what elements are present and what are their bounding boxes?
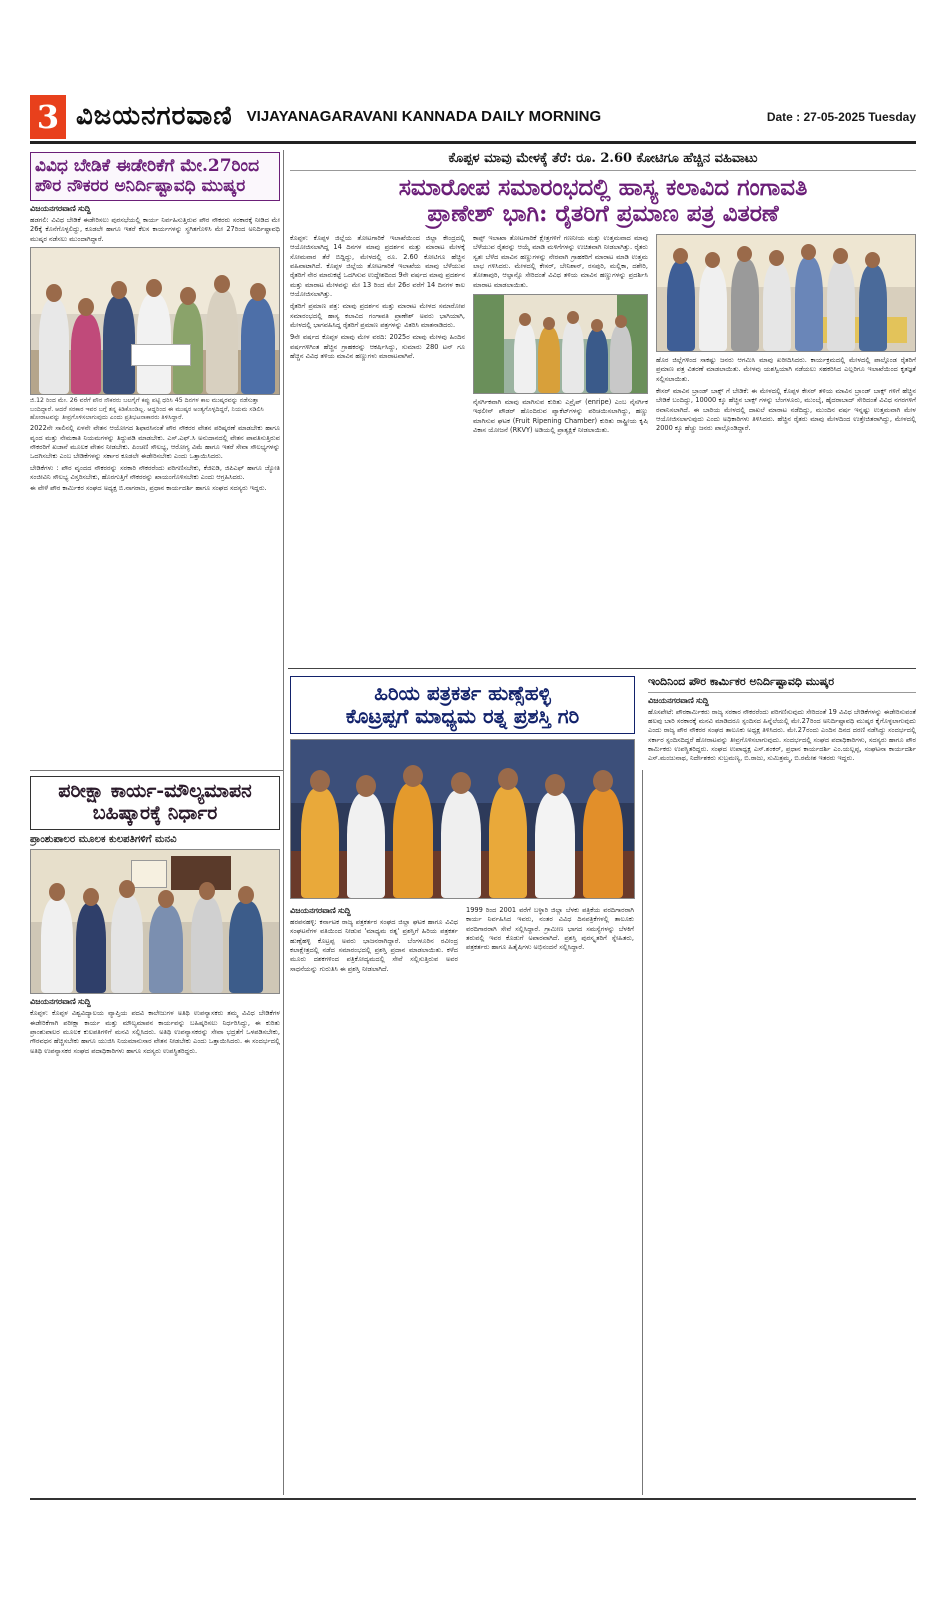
left-story-footer: ಈ ವೇಳೆ ಪೌರ ಕಾರ್ಮಿಕರ ಸಂಘದ ಅಧ್ಯಕ್ಷ ಬಿ.ನಾಗರಾಜ, ಪ್ರಧಾನ ಕಾರ್ಯದರ್ಶಿ ಹಾಗೂ ಸಂಘದ ಸದಸ್ಯರು ಇದ್ದರು. — [30, 484, 267, 493]
protest-photo-caption: ಜಿ.12 ರಿಂದ ಮೇ. 26 ವರೆಗೆ ಪೌರ ನೌಕರರು ಬಲಗೈಗೆ ಕಪ್ಪು ಪಟ್ಟಿ ಧರಿಸಿ 45 ದಿನಗಳ ಕಾಲ ಮುಷ್ಕರವನ್ನು ನಡೆಸುತ್ತಾ ಬಂದಿದ್ದಾರೆ. ಆದರೆ ಸರಕಾರ ಇವರ ಬಗ್ಗೆ ತನ್ನ ಕಿಡಿಕೊಂಡಿಲ್ಲ. ಆದ್ದರಿಂದ ಈ ಮುಷ್ಕರ ಅಂತ್ಯಗೊಳ್ಳದಿದ್ದರೆ, ನಿಯಮ ಸಡಿಲಿಸಿ ಹೋರಾಟವನ್ನು ತೀವ್ರಗೊಳಿಸಲಾಗುವುದು ಎಂದು ಪ್ರತಿಭಟನಾಕಾರರು ತಿಳಿಸಿದ್ದಾರೆ. — [30, 397, 264, 421]
right-story-byline: ವಿಜಯನಗರವಾಣಿ ಸುದ್ದಿ — [648, 695, 709, 705]
main-col-1 — [290, 234, 465, 436]
exam-headline-box — [30, 776, 280, 830]
exam-headline-line1: ಪರೀಕ್ಷಾ ಕಾರ್ಯ-ಮೌಲ್ಯಮಾಪನ — [58, 780, 252, 802]
exam-body: ಕೊಪ್ಪಳ: ಕೊಪ್ಪಳ ವಿಶ್ವವಿದ್ಯಾಲಯ ವ್ಯಾಪ್ತಿಯ ಪದವಿ ಕಾಲೇಜುಗಳ ಅತಿಥಿ ಉಪನ್ಯಾಸಕರು ತಮ್ಮ ವಿವಿಧ ಬೇಡಿಕೆಗಳ ಈಡೇರಿಕೆಗಾಗಿ ಪರೀಕ್ಷಾ ಕಾರ್ಯ ಮತ್ತು ಮೌಲ್ಯಮಾಪನ ಕಾರ್ಯವನ್ನು ಬಹಿಷ್ಕರಿಸಲು ನಿರ್ಧರಿಸಿದ್ದು, ಈ ಕುರಿತು ಪ್ರಾಂಶುಪಾಲರ ಮೂಲಕ ಕುಲಪತಿಗಳಿಗೆ ಮನವಿ ಸಲ್ಲಿಸಿದರು. ಅತಿಥಿ ಉಪನ್ಯಾಸಕರನ್ನು ಸೇವಾ ಭದ್ರತೆಗೆ ಒಳಪಡಿಸಬೇಕು, ಗೌರವಧನ ಹೆಚ್ಚಿಸಬೇಕು ಹಾಗೂ ಯುಜಿಸಿ ನಿಯಮಾನುಸಾರ ವೇತನ ನೀಡಬೇಕು ಎಂದು ಒತ್ತಾಯಿಸಿದರು. ಈ ಸಂದರ್ಭದಲ್ಲಿ ಅತಿಥಿ ಉಪನ್ಯಾಸಕರ ಸಂಘದ ಪದಾಧಿಕಾರಿಗಳು ಹಾಗೂ ಸದಸ್ಯರು ಉಪಸ್ಥಿತರಿದ್ದರು. — [30, 1009, 280, 1055]
award-col-1 — [290, 903, 458, 974]
award-ceremony-photo — [290, 739, 635, 899]
main-col2-text: ಕಾಪ್ಪ್ ಇಲಾಖಾ ತೋಟಗಾರಿಕೆ ಕ್ಷೇತ್ರಗಳಿಗೆ ಗಣನೀಯ ಮತ್ತು ಉತ್ತಮವಾದ ಮಾವು ಬೆಳೆಯುವ ರೈತರನ್ನು ಆಯ್ಕೆ ಮಾಡಿ ಮಳಿಗೆಗಳನ್ನು ಉಚಿತವಾಗಿ ನೀಡಲಾಗಿತ್ತು. ರೈತರು ಸ್ವತಃ ಬೆಳೆದ ಮಾವಿನ ಹಣ್ಣುಗಳನ್ನು ನೇರವಾಗಿ ಗ್ರಾಹಕರಿಗೆ ಮಾರಾಟ ಮಾಡಿ ಉತ್ತಮ ಲಾಭ ಗಳಿಸಿದರು. ಮೇಳದಲ್ಲಿ ಕೇಸರ್, ಬೇನಿಶಾನ್, ರಸಪುರಿ, ಮಲ್ಲಿಕಾ, ದಶೇರಿ, ತೋತಾಪುರಿ, ಆಲ್ಫಾನ್ಸೊ ಸೇರಿದಂತೆ ವಿವಿಧ ತಳಿಯ ಮಾವಿನ ಹಣ್ಣುಗಳನ್ನು ಪ್ರದರ್ಶಿಸಿ ಮಾರಾಟ ಮಾಡಲಾಯಿತು. — [473, 233, 648, 289]
bottom-rule — [30, 1498, 916, 1500]
main-col3-text: ಹೊರ ಜಿಲ್ಲೆಗಳಿಂದ ಸಾಕಷ್ಟು ಜನರು ಆಗಮಿಸಿ ಮಾವು ಖರೀದಿಸಿದರು. ಕಾರ್ಯಕ್ರಮದಲ್ಲಿ ಮೇಳದಲ್ಲಿ ಪಾಲ್ಗೊಂಡ ರೈತರಿಗೆ ಪ್ರಮಾಣ ಪತ್ರ ವಿತರಣೆ ಮಾಡಲಾಯಿತು. ಮೇಳವು ಯಶಸ್ವಿಯಾಗಿ ನಡೆಯಲು ಸಹಕರಿಸಿದ ಎಲ್ಲರಿಗೂ ಇಲಾಖೆಯಿಂದ ಕೃತಜ್ಞತೆ ಸಲ್ಲಿಸಲಾಯಿತು. — [656, 355, 916, 383]
mango-stage-photo — [473, 294, 648, 394]
left-story-headline: ವಿವಿಧ ಬೇಡಿಕೆ ಈಡೇರಿಕೆಗೆ ಮೇ.27ರಿಂದ ಪೌರ ನೌಕರರ ಅನಿರ್ದಿಷ್ಟಾವಧಿ ಮುಷ್ಕರ — [30, 152, 280, 201]
main-col-2 — [473, 234, 648, 436]
exam-byline: ವಿಜಯನಗರವಾಣಿ ಸುದ್ದಿ — [30, 997, 91, 1007]
left-story-body-para: 2022ನೇ ಸಾಲಿನಲ್ಲಿ ಏಳನೇ ವೇತನ ಆಯೋಗದ ಶಿಫಾರಸಿನಂತೆ ಪೌರ ನೌಕರರ ವೇತನ ಪರಿಷ್ಕರಣೆ ಮಾಡಬೇಕು ಹಾಗೂ ವೃಂದ ಮತ್ತು ನೇಮಕಾತಿ ನಿಯಮಗಳನ್ನು ತಿದ್ದುಪಡಿ ಮಾಡಬೇಕು. ಎಸ್.ಎಫ್.ಸಿ ಅನುದಾನದಲ್ಲಿ ವೇತನ ಪಾವತಿಸುತ್ತಿರುವ ನೌಕರರಿಗೆ ಖಜಾನೆ ಮೂಲಕ ವೇತನ ನೀಡಬೇಕು. ಪಿಂಚಣಿ ಸೌಲಭ್ಯ, ಆರೋಗ್ಯ ವಿಮೆ ಹಾಗೂ ಇತರೆ ಸೇವಾ ಸೌಲಭ್ಯಗಳನ್ನು ಒದಗಿಸಬೇಕು ಎಂಬ ಬೇಡಿಕೆಗಳನ್ನು ಸರ್ಕಾರ ಕೂಡಲೇ ಈಡೇರಿಸಬೇಕು ಎಂದು ಒತ್ತಾಯಿಸಿದರು. — [30, 424, 280, 461]
main-col1-text: ಕೊಪ್ಪಳ: ಕೊಪ್ಪಳ ಜಿಲ್ಲೆಯ ತೋಟಗಾರಿಕೆ ಇಲಾಖೆಯಿಂದ ಜಿಲ್ಲಾ ಕೇಂದ್ರದಲ್ಲಿ ಆಯೋಜಿಸಲಾಗಿದ್ದ 14 ದಿನಗಳ ಮಾವು ಪ್ರದರ್ಶನ ಮತ್ತು ಮಾರಾಟ ಮೇಳಕ್ಕೆ ಸೋಮವಾರ ತೆರೆ ಬಿದ್ದಿದ್ದು, ಮೇಳದಲ್ಲಿ ರೂ. 2.60 ಕೋಟಿಗೂ ಹೆಚ್ಚಿನ ವಹಿವಾಟಾಗಿದೆ. ಕೊಪ್ಪಳ ಜಿಲ್ಲೆಯ ತೋಟಗಾರಿಕೆ ಇಲಾಖೆಯ ಮಾವು ಬೆಳೆಯುವ ರೈತರಿಗೆ ನೇರ ಮಾರುಕಟ್ಟೆ ಒದಗಿಸುವ ಉದ್ದೇಶದಿಂದ 9ನೇ ವರ್ಷದ ಮಾವು ಪ್ರದರ್ಶನ ಮತ್ತು ಮಾರಾಟ ಮೇಳವನ್ನು ಮೇ 13 ರಿಂದ ಮೇ 26ರ ವರೆಗೆ 14 ದಿನಗಳ ಕಾಲ ಆಯೋಜಿಸಲಾಗಿತ್ತು. — [290, 233, 465, 298]
award-col2-text: 1999 ರಿಂದ 2001 ವರೆಗೆ ಬಳ್ಳಾರಿ ಜಿಲ್ಲಾ ಬೆಳಕು ಪತ್ರಿಕೆಯ ವರದಿಗಾರರಾಗಿ ಕಾರ್ಯ ನಿರ್ವಹಿಸಿದ ಇವರು, ನಂತರ ವಿವಿಧ ದಿನಪತ್ರಿಕೆಗಳಲ್ಲಿ ತಾಲೂಕು ವರದಿಗಾರರಾಗಿ ಸೇವೆ ಸಲ್ಲಿಸಿದ್ದಾರೆ. ಗ್ರಾಮೀಣ ಭಾಗದ ಸಮಸ್ಯೆಗಳನ್ನು ಬೆಳಕಿಗೆ ತರುವಲ್ಲಿ ಇವರ ಕೊಡುಗೆ ಅಪಾರವಾಗಿದೆ. ಪ್ರಶಸ್ತಿ ಪುರಸ್ಕೃತರಿಗೆ ಸ್ನೇಹಿತರು, ಪತ್ರಕರ್ತರು ಹಾಗೂ ಹಿತೈಷಿಗಳು ಅಭಿನಂದನೆ ಸಲ್ಲಿಸಿದ್ದಾರೆ. — [466, 906, 634, 952]
main-story-divider — [288, 668, 916, 669]
left-story-demands: ಬೇಡಿಕೆಗಳು : ಪೌರ ವೃಂದದ ನೌಕರರನ್ನು ಸರಕಾರಿ ನೌಕರರೆಂದು ಪರಿಗಣಿಸಬೇಕು, ಕೆಜಿಐಡಿ, ಜಿಪಿಎಫ್ ಹಾಗೂ ಜ್ಯೋತಿ ಸಂಜೀವಿನಿ ಸೌಲಭ್ಯ ವಿಸ್ತರಿಸಬೇಕು, ಹೊರಗುತ್ತಿಗೆ ನೌಕರರನ್ನು ಖಾಯಂಗೊಳಿಸಬೇಕು ಎಂದು ಆಗ್ರಹಿಸಿದರು. — [30, 463, 280, 482]
main-col1-sub2: 9ನೇ ವರ್ಷದ ಕೊಪ್ಪಳ ಮಾವು ಮೇಳ ವರದಿ: 2025ರ ಮಾವು ಮೇಳವು ಹಿಂದಿನ ವರ್ಷಗಳಿಗಿಂತ ಹೆಚ್ಚಿನ ಗ್ರಾಹಕರನ್ನು ಆಕರ್ಷಿಸಿದ್ದು, ಸುಮಾರು 280 ಟನ್ ಗೂ ಹೆಚ್ಚಿನ ವಿವಿಧ ತಳಿಯ ಮಾವಿನ ಹಣ್ಣುಗಳು ಮಾರಾಟವಾಗಿವೆ. — [290, 333, 465, 361]
protest-photo — [30, 247, 280, 395]
right-story-strike — [648, 676, 916, 1492]
main-col3-sub: ಕೇಸರ್ ಮಾವಿನ ಬ್ರಾಂಡ್ ಬಾಕ್ಸ್ ಗೆ ಬೇಡಿಕೆ: ಈ ಮೇಳದಲ್ಲಿ ಕೊಪ್ಪಳ ಕೇಸರ್ ತಳಿಯ ಮಾವಿನ ಬ್ರಾಂಡ್ ಬಾಕ್ಸ್ ಗಳಿಗೆ ಹೆಚ್ಚಿನ ಬೇಡಿಕೆ ಬಂದಿದ್ದು, 10000 ಕ್ಕೂ ಹೆಚ್ಚಿನ ಬಾಕ್ಸ್ ಗಳನ್ನು ಬೆಂಗಳೂರು, ಮುಂಬೈ, ಹೈದರಾಬಾದ್ ಸೇರಿದಂತೆ ವಿವಿಧ ನಗರಗಳಿಗೆ ರವಾನಿಸಲಾಗಿದೆ. ಈ ಬಾರಿಯ ಮೇಳದಲ್ಲಿ ದಾಖಲೆ ಮಾರಾಟ ನಡೆದಿದ್ದು, ಮುಂದಿನ ವರ್ಷ ಇನ್ನಷ್ಟು ಉತ್ತಮವಾಗಿ ಮೇಳ ಆಯೋಜಿಸಲಾಗುವುದು ಎಂದು ಅಧಿಕಾರಿಗಳು ತಿಳಿಸಿದರು. ಹೆಚ್ಚಿನ ರೈತರು ಮಾವು ಮೇಳದಿಂದ ಉತ್ತೇಜಿತರಾಗಿದ್ದು, ಮೇಳದಲ್ಲಿ 2000 ಕ್ಕೂ ಹೆಚ್ಚು ಜನರು ಪಾಲ್ಗೊಂಡಿದ್ದಾರೆ. — [656, 386, 916, 433]
main-col2-text-b: ನೈಸರ್ಗಿಕವಾಗಿ ಮಾವು ಮಾಗಿಸುವ ಕುರಿತು ಎನ್ರೈಪ್ (enripe) ಎಂಬ ನೈಸರ್ಗಿಕ ಇಥಲೀನ್ ಪೌಡರ್ ಹೊಂದಿರುವ ಪ್ಯಾಕೆಟ್‌ಗಳನ್ನು ಪರಿಚಯಿಸಲಾಗಿದ್ದು, ಹಣ್ಣು ಮಾಗಿಸುವ ಘಟಕ (Fruit Ripening Chamber) ಕುರಿತು ರಾಷ್ಟ್ರೀಯ ಕೃಷಿ ವಿಕಾಸ ಯೋಜನೆ (RKVY) ಅಡಿಯಲ್ಲಿ ಪ್ರಾತ್ಯಕ್ಷಿಕೆ ನೀಡಲಾಯಿತು. — [473, 397, 648, 435]
award-headline-box — [290, 676, 635, 734]
award-columns — [290, 903, 635, 974]
award-headline-line2: ಕೊಟ್ರಪ್ಪಗೆ ಮಾಧ್ಯಮ ರತ್ನ ಪ್ರಶಸ್ತಿ ಗರಿ — [345, 704, 580, 728]
certificate-photo — [656, 234, 916, 352]
main-col-3 — [656, 234, 916, 436]
page-number: 3 — [30, 95, 66, 139]
right-story-headline: ಇಂದಿನಿಂದ ಪೌರ ಕಾರ್ಮಿಕರ ಅನಿರ್ದಿಷ್ಟಾವಧಿ ಮುಷ್ಕರ — [648, 676, 916, 693]
award-story — [290, 676, 635, 1492]
left-story-exam — [30, 776, 280, 1492]
award-col1-text: ಹರಪನಹಳ್ಳಿ: ಕರ್ನಾಟಕ ರಾಜ್ಯ ಪತ್ರಕರ್ತರ ಸಂಘದ ಜಿಲ್ಲಾ ಘಟಕ ಹಾಗೂ ವಿವಿಧ ಸಂಘಟನೆಗಳ ವತಿಯಿಂದ ನೀಡುವ 'ಮಾಧ್ಯಮ ರತ್ನ' ಪ್ರಶಸ್ತಿಗೆ ಹಿರಿಯ ಪತ್ರಕರ್ತ ಹುಣ್ಸೆಹಳ್ಳಿ ಕೊಟ್ರಪ್ಪ ಅವರು ಭಾಜನರಾಗಿದ್ದಾರೆ. ಬೆಂಗಳೂರಿನ ರವೀಂದ್ರ ಕಲಾಕ್ಷೇತ್ರದಲ್ಲಿ ನಡೆದ ಸಮಾರಂಭದಲ್ಲಿ ಪ್ರಶಸ್ತಿ ಪ್ರದಾನ ಮಾಡಲಾಯಿತು. ಕಳೆದ ಮೂರು ದಶಕಗಳಿಂದ ಪತ್ರಿಕೋದ್ಯಮದಲ್ಲಿ ಸೇವೆ ಸಲ್ಲಿಸುತ್ತಿರುವ ಅವರ ಸಾಧನೆಯನ್ನು ಗುರುತಿಸಿ ಈ ಪ್ರಶಸ್ತಿ ನೀಡಲಾಗಿದೆ. — [290, 918, 458, 973]
main-col1-sub: ರೈತರಿಗೆ ಪ್ರಮಾಣ ಪತ್ರ: ಮಾವು ಪ್ರದರ್ಶನ ಮತ್ತು ಮಾರಾಟ ಮೇಳದ ಸಮಾರೋಪ ಸಮಾರಂಭದಲ್ಲಿ ಹಾಸ್ಯ ಕಲಾವಿದ ಗಂಗಾವತಿ ಪ್ರಾಣೇಶ್ ಅವರು ಭಾಗಿಯಾಗಿ, ಮೇಳದಲ್ಲಿ ಭಾಗವಹಿಸಿದ್ದ ರೈತರಿಗೆ ಪ್ರಮಾಣ ಪತ್ರಗಳನ್ನು ವಿತರಿಸಿ ಮಾತನಾಡಿದರು. — [290, 302, 465, 330]
left-story-lead: ಹಡಗಲಿ: ವಿವಿಧ ಬೇಡಿಕೆ ಈಡೇರಿಸಲು ಪುರಸಭೆಯಲ್ಲಿ ಕಾರ್ಯ ನಿರ್ವಹಿಸುತ್ತಿರುವ ಪೌರ ನೌಕರರು ಸರಕಾರಕ್ಕೆ ನೀಡಿದ ಮೇ 26ಕ್ಕೆ ಕೊನೆಗೊಳ್ಳಲಿದ್ದು, ಕೂಡಲೇ ಹಾಗೂ ಇತರೆ ಕೆಲಸ ಕಾರ್ಯಗಳನ್ನು ಸ್ಥಗಿತಗೊಳಿಸಿ ಮೇ 27ರಿಂದ ಅನಿರ್ದಿಷ್ಟಾವಧಿ ಮುಷ್ಕರ ನಡೆಸಲು ಮುಂದಾಗಿದ್ದಾರೆ. — [30, 216, 280, 243]
exam-headline-line2: ಬಹಿಷ್ಕಾರಕ್ಕೆ ನಿರ್ಧಾರ — [92, 801, 218, 824]
exam-photo — [30, 849, 280, 994]
left-story-byline: ವಿಜಯನಗರವಾಣಿ ಸುದ್ದಿ — [30, 204, 91, 214]
main-headline-line2: ಪ್ರಾಣೇಶ್ ಭಾಗಿ: ರೈತರಿಗೆ ಪ್ರಮಾಣ ಪತ್ರ ವಿತರಣೆ — [427, 200, 779, 228]
masthead — [30, 92, 916, 144]
column-rule-left — [283, 150, 284, 1495]
award-col-2 — [466, 903, 634, 974]
award-byline: ವಿಜಯನಗರವಾಣಿ ಸುದ್ದಿ — [290, 906, 351, 915]
issue-date: Date : 27-05-2025 Tuesday — [766, 109, 916, 124]
brand-kannada: ವಿಜಯನಗರವಾಣಿ — [76, 101, 233, 131]
main-story-kicker: ಕೊಪ್ಪಳ ಮಾವು ಮೇಳಕ್ಕೆ ತೆರೆ: ರೂ. 2.60 ಕೋಟಿಗೂ ಹೆಚ್ಚಿನ ವಹಿವಾಟು — [290, 152, 916, 171]
left-story-body — [30, 424, 280, 494]
exam-subhead: ಪ್ರಾಂಶುಪಾಲರ ಮೂಲಕ ಕುಲಪತಿಗಳಿಗೆ ಮನವಿ — [30, 833, 177, 845]
main-story-columns — [290, 234, 916, 436]
main-headline-line1: ಸಮಾರೋಪ ಸಮಾರಂಭದಲ್ಲಿ ಹಾಸ್ಯ ಕಲಾವಿದ ಗಂಗಾವತಿ — [398, 173, 808, 201]
left-story-protest — [30, 152, 280, 764]
column-rule-right — [642, 770, 643, 1495]
brand-english: VIJAYANAGARAVANI KANNADA DAILY MORNING — [246, 108, 602, 125]
main-story-mango-fair — [290, 152, 916, 664]
left-story-divider — [30, 770, 283, 771]
award-headline-line1: ಹಿರಿಯ ಪತ್ರಕರ್ತ ಹುಣ್ಸೆಹಳ್ಳಿ — [374, 681, 551, 705]
right-story-body: ಹೊಸಪೇಟೆ: ಪೌರಕಾರ್ಮಿಕರು ರಾಜ್ಯ ಸರಕಾರ ನೌಕರರೆಂದು ಪರಿಗಣಿಸುವುದು ಸೇರಿದಂತೆ 19 ವಿವಿಧ ಬೇಡಿಕೆಗಳನ್ನು ಈಡೇರಿಸುವಂತೆ ಹಲವು ಬಾರಿ ಸರಕಾರಕ್ಕೆ ಮನವಿ ಮಾಡಿದರೂ ಸ್ಪಂದಿಸದ ಹಿನ್ನೆಲೆಯಲ್ಲಿ ಮೇ.27ರಿಂದ ಅನಿರ್ದಿಷ್ಟಾವಧಿ ಮುಷ್ಕರ ಕೈಗೊಳ್ಳಲಾಗುವುದು ಎಂದು ರಾಜ್ಯ ಪೌರ ನೌಕರರ ಸಂಘದ ತಾಲೂಕು ಅಧ್ಯಕ್ಷ ತಿಳಿಸಿದರು. ಮೇ.27ರಂದು ಎಂದಿನ ದಿನದ ದರಣಿ ನಡೆಸಿದ್ದು ಸಂದರ್ಭದಲ್ಲಿ ಸರ್ಕಾರ ಸ್ಪಂದಿಸದಿದ್ದರೆ ಹೋರಾಟವನ್ನು ತೀವ್ರಗೊಳಿಸಲಾಗುವುದು. ಸಂದರ್ಭದಲ್ಲಿ ಸಂಘದ ಪದಾಧಿಕಾರಿಗಳು, ಸದಸ್ಯರು ಹಾಗೂ ಪೌರ ಕಾರ್ಮಿಕರು ಉಪಸ್ಥಿತರಿದ್ದರು. ಸಂಘದ ಉಪಾಧ್ಯಕ್ಷ ಎಸ್.ಶಂಕರ್, ಪ್ರಧಾನ ಕಾರ್ಯದರ್ಶಿ ಎಂ.ಯಲ್ಲಪ್ಪ, ಸಂಘಟನಾ ಕಾರ್ಯದರ್ಶಿ ಎಸ್.ಮಂಜುನಾಥ, ನಿರ್ದೇಶಕರು ಸುಬ್ರಮಣ್ಯ, ಬಿ.ರಾಜು, ಸುಮಿತ್ರಮ್ಮ, ಬಿ.ರಮೇಶ ಇತರರು ಇದ್ದರು. — [648, 707, 916, 763]
